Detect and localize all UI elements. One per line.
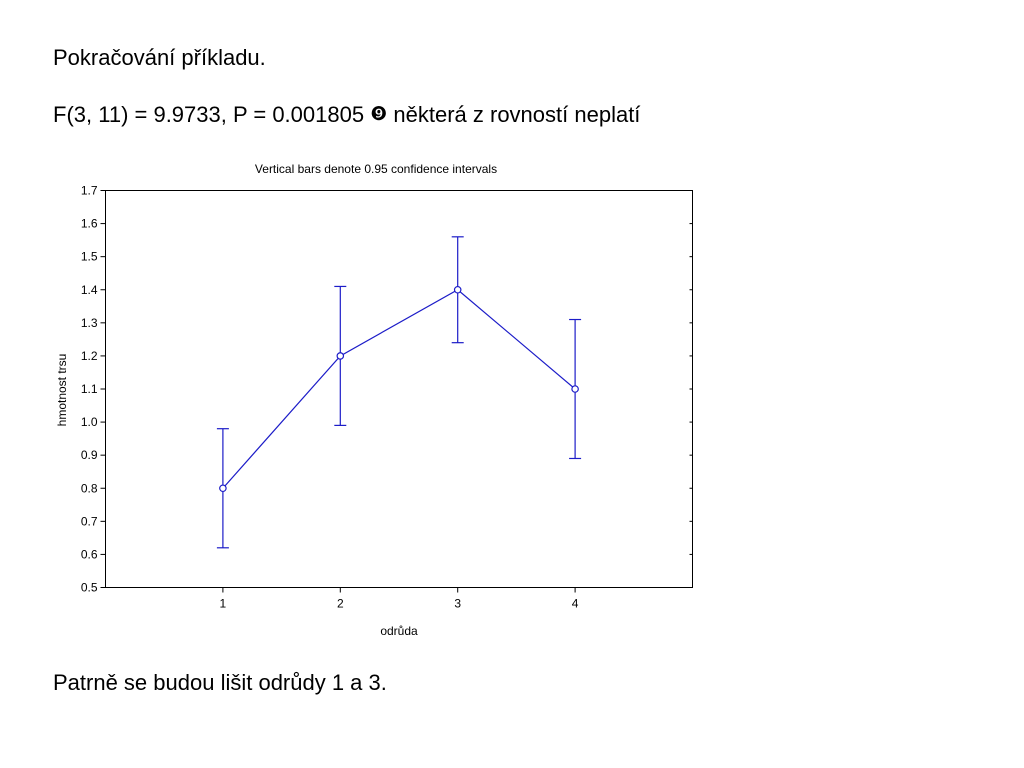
x-tick-label: 2 (336, 596, 344, 611)
mean-point (455, 287, 461, 293)
mean-point (220, 485, 226, 491)
x-tick-label: 4 (571, 596, 579, 611)
series-layer (217, 237, 581, 548)
y-tick-label: 0.7 (80, 514, 98, 529)
mean-point (572, 386, 578, 392)
y-tick-label: 1.3 (80, 315, 98, 330)
x-tick-label: 1 (219, 596, 227, 611)
chart-title: Vertical bars denote 0.95 confidence intervals (254, 162, 498, 176)
y-tick-label: 0.9 (80, 448, 98, 463)
y-tick-label: 1.0 (80, 415, 98, 430)
y-axis (81, 184, 693, 595)
y-tick-label: 1.2 (80, 348, 98, 363)
mean-line (223, 290, 575, 489)
y-tick-label: 1.7 (80, 183, 98, 198)
x-axis-label: odrůda (380, 624, 418, 638)
y-tick-label: 0.8 (80, 481, 98, 496)
slide-heading: Pokračování příkladu. (53, 45, 266, 70)
y-axis-label: hmotnost trsu (55, 353, 69, 427)
numbered-bullet-icon: ❾ (370, 104, 388, 125)
y-tick-label: 1.5 (80, 249, 98, 264)
anova-conclusion: některá z rovností neplatí (393, 102, 641, 127)
y-tick-label: 0.6 (80, 547, 98, 562)
mean-point (337, 353, 343, 359)
anova-statistic: F(3, 11) = 9.9733, P = 0.001805 (53, 102, 365, 127)
y-tick-label: 0.5 (80, 580, 98, 595)
x-tick-label: 3 (454, 596, 462, 611)
y-tick-label: 1.6 (80, 216, 98, 231)
plot-frame (106, 191, 693, 588)
y-tick-label: 1.4 (80, 282, 98, 297)
y-tick-label: 1.1 (80, 382, 98, 396)
slide-conclusion: Patrně se budou lišit odrůdy 1 a 3. (53, 670, 387, 695)
x-axis (220, 588, 579, 611)
